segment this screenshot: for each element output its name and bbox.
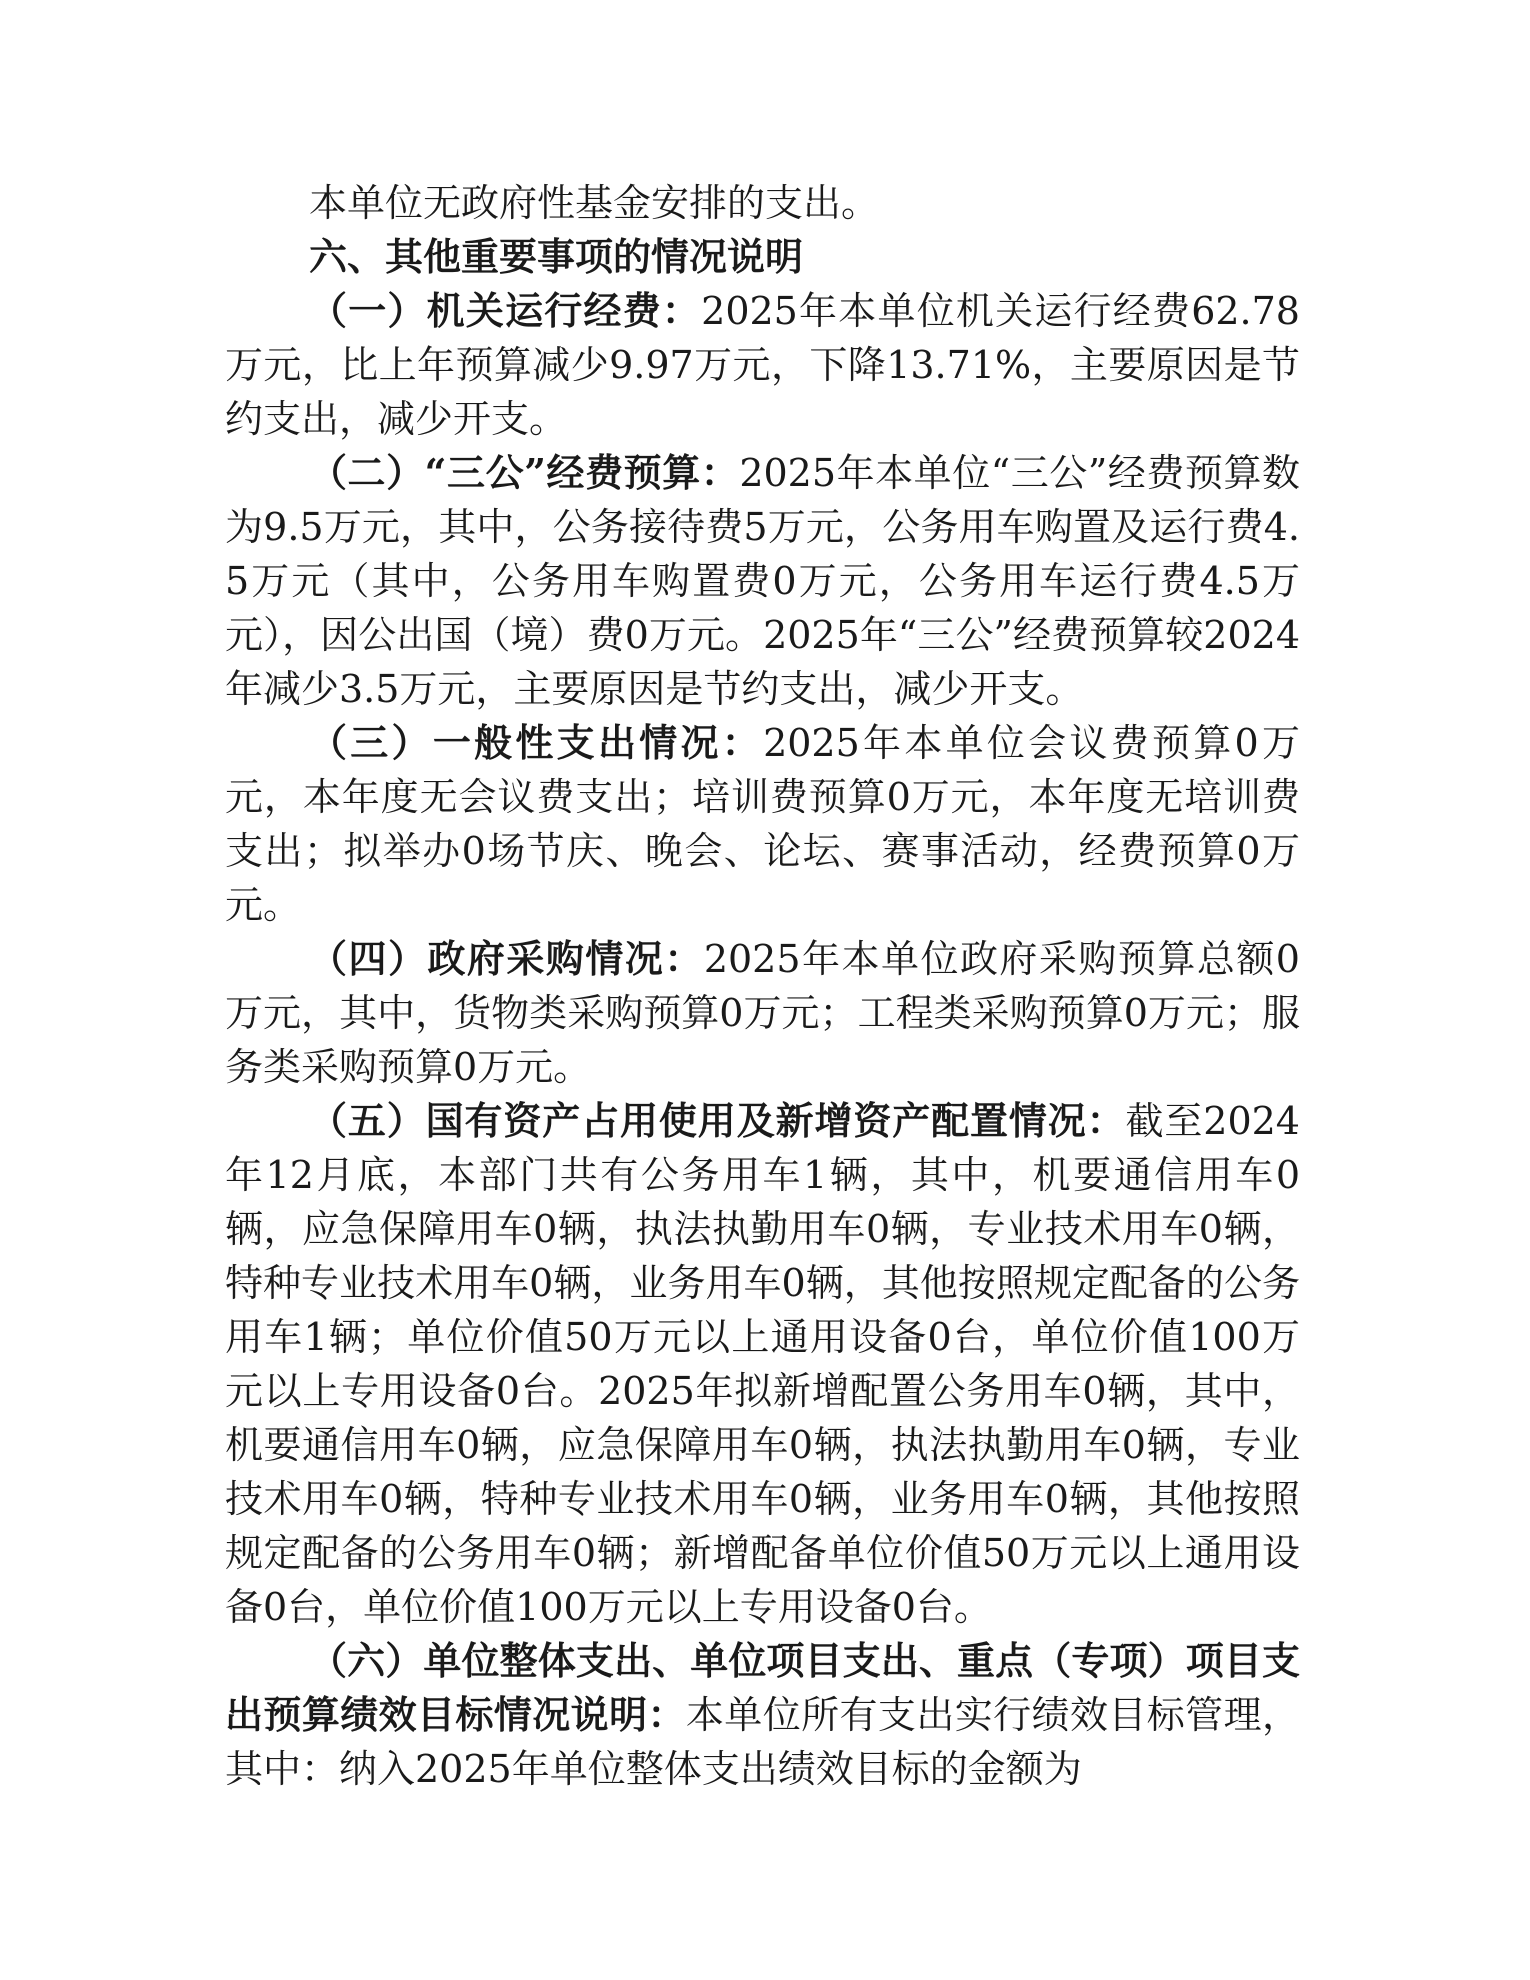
item-lead: （六）单位整体支出、单位项目支出、重点（专项）项目支出预算绩效目标情况说明： bbox=[225, 1638, 1300, 1737]
item-body: 本单位所有支出实行绩效目标管理，其中：纳入2025年单位整体支出绩效目标的金额为 bbox=[225, 1693, 1300, 1791]
item-lead: （三）一般性支出情况： bbox=[309, 720, 764, 765]
item-operating-expenses bbox=[225, 284, 1300, 446]
item-three-public-expenses bbox=[225, 446, 1300, 716]
item-state-assets bbox=[225, 1094, 1300, 1634]
item-lead: （四）政府采购情况： bbox=[309, 936, 704, 981]
item-body: 截至2024年12月底，本部门共有公务用车1辆，其中，机要通信用车0辆，应急保障用车0辆，执法执勤用车0辆，专业技术用车0辆，特种专业技术用车0辆，业务用车0辆，其他按照规定配备的公务用车1辆；单位价值50万元以上通用设备0台，单位价值100万元以上专用设备0台。2025年拟新增配置公务用车0辆，其中，机要通信用车0辆，应急保障用车0辆，执法执勤用车0辆，专业技术用车0辆，特种专业技术用车0辆，业务用车0辆，其他按照规定配备的公务用车0辆；新增配备单位价值50万元以上通用设备0台，单位价值100万元以上专用设备0台。 bbox=[225, 1099, 1300, 1629]
item-body: 2025年本单位“三公”经费预算数为9.5万元，其中，公务接待费5万元，公务用车购置及运行费4.5万元（其中，公务用车购置费0万元，公务用车运行费4.5万元），因公出国（境）费0万元。2025年“三公”经费预算较2024年减少3.5万元，主要原因是节约支出，减少开支。 bbox=[225, 451, 1301, 711]
item-lead: （五）国有资产占用使用及新增资产配置情况： bbox=[309, 1098, 1126, 1143]
section-heading: 六、其他重要事项的情况说明 bbox=[309, 234, 804, 279]
item-lead: （二）“三公”经费预算： bbox=[309, 450, 740, 495]
intro-paragraph: 本单位无政府性基金安排的支出。 bbox=[309, 181, 880, 225]
item-general-expenditure bbox=[225, 716, 1300, 932]
item-body: 2025年本单位政府采购预算总额0万元，其中，货物类采购预算0万元；工程类采购预算0万元；服务类采购预算0万元。 bbox=[225, 937, 1300, 1089]
item-body: 2025年本单位会议费预算0万元，本年度无会议费支出；培训费预算0万元，本年度无培训费支出；拟举办0场节庆、晚会、论坛、赛事活动，经费预算0万元。 bbox=[225, 721, 1300, 927]
item-lead: （一）机关运行经费： bbox=[309, 288, 702, 333]
item-body: 2025年本单位机关运行经费62.78万元，比上年预算减少9.97万元，下降13.71%，主要原因是节约支出，减少开支。 bbox=[225, 289, 1300, 441]
item-government-procurement bbox=[225, 932, 1300, 1094]
document-page bbox=[225, 176, 1300, 1796]
item-performance-targets bbox=[225, 1634, 1300, 1796]
